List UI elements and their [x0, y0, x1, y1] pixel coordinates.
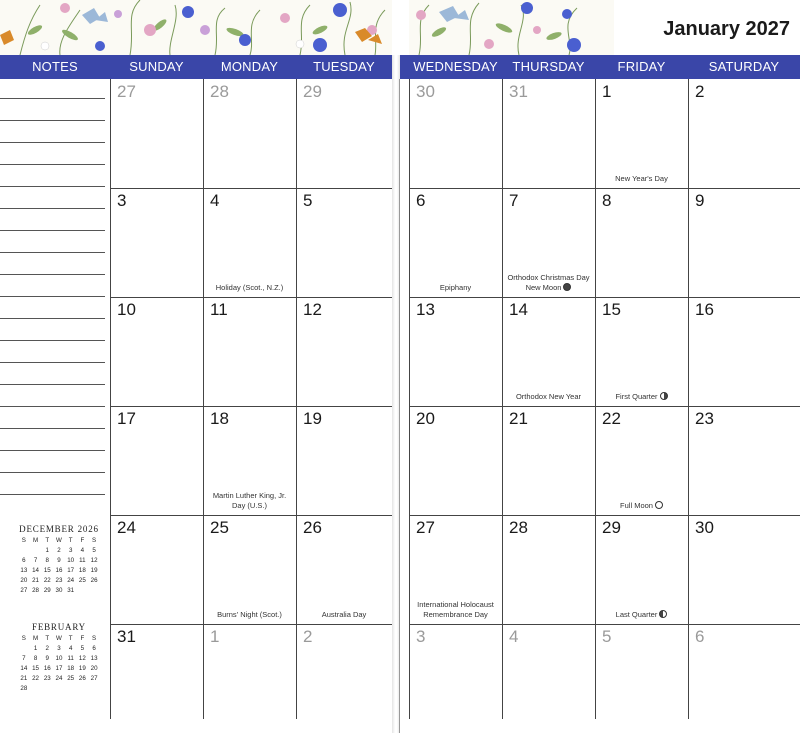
note-line[interactable]	[0, 274, 105, 275]
day-number: 22	[602, 409, 621, 428]
day-events	[597, 392, 686, 402]
day-events	[597, 610, 686, 620]
mini-calendar-february	[18, 622, 100, 693]
mini-day: 10	[55, 654, 63, 662]
event-label	[504, 273, 593, 283]
mini-day: 8	[45, 556, 49, 564]
day-cell[interactable]	[595, 79, 688, 188]
mini-day: 7	[22, 654, 26, 662]
day-number: 5	[303, 191, 313, 210]
month-title: January 2027	[663, 18, 790, 40]
event-text: Remembrance Day	[423, 610, 488, 619]
day-number: 23	[695, 409, 714, 428]
day-cell[interactable]	[595, 188, 688, 297]
mini-weekday: M	[32, 634, 39, 642]
day-number: 4	[210, 191, 220, 210]
day-cell[interactable]	[409, 188, 502, 297]
day-number: 30	[416, 82, 435, 101]
weekday-header-left	[0, 55, 392, 79]
mini-day: 21	[20, 674, 28, 682]
day-number: 21	[509, 409, 528, 428]
mini-day: 20	[20, 576, 28, 584]
mini-weekday: S	[92, 536, 97, 544]
mini-day: 3	[57, 644, 61, 652]
mini-day: 5	[80, 644, 85, 652]
mini-day: 23	[43, 674, 51, 682]
mini-weekday: S	[21, 536, 26, 544]
day-number: 27	[117, 82, 136, 101]
day-number: 28	[210, 82, 229, 101]
day-cell[interactable]	[688, 79, 800, 188]
event-text: Last Quarter	[615, 610, 658, 619]
mini-weekday: M	[32, 536, 39, 544]
first-quarter-moon-icon	[660, 392, 668, 400]
mini-day: 12	[90, 556, 98, 564]
mini-day: 13	[20, 566, 28, 574]
event-label	[411, 600, 500, 610]
day-cell[interactable]	[502, 188, 595, 297]
mini-day: 25	[67, 674, 75, 682]
mini-day: 18	[78, 566, 86, 574]
day-number: 20	[416, 409, 435, 428]
mini-day	[18, 643, 30, 653]
mini-day: 27	[20, 586, 28, 594]
header-saturday: SATURDAY	[708, 59, 780, 74]
day-number: 6	[695, 627, 705, 646]
day-number: 28	[509, 518, 528, 537]
day-number: 31	[117, 627, 136, 646]
day-number: 2	[303, 627, 313, 646]
mini-day: 30	[55, 586, 63, 594]
event-text: New Year's Day	[615, 174, 668, 183]
mini-calendar-title: DECEMBER 2026	[19, 524, 99, 534]
event-text: Full Moon	[620, 501, 653, 510]
mini-day: 7	[33, 556, 38, 564]
header-monday: MONDAY	[220, 59, 279, 74]
header-notes: NOTES	[32, 59, 78, 74]
day-cell[interactable]	[595, 624, 688, 733]
note-line[interactable]	[0, 230, 105, 231]
mini-day: 20	[90, 664, 98, 672]
event-text: Holiday (Scot., N.Z.)	[215, 283, 284, 292]
mini-weekday: T	[68, 634, 73, 642]
note-line[interactable]	[0, 494, 105, 495]
mini-day: 5	[92, 546, 96, 554]
day-cell[interactable]	[409, 79, 502, 188]
day-number: 25	[210, 518, 229, 537]
day-cell[interactable]	[688, 406, 800, 515]
day-number: 8	[602, 191, 612, 210]
day-cell[interactable]	[203, 188, 296, 297]
day-events	[597, 501, 686, 511]
event-label	[597, 174, 686, 184]
mini-day: 8	[33, 654, 38, 662]
mini-weekday: W	[56, 634, 62, 642]
event-text: First Quarter	[615, 392, 658, 401]
weekday-header-right	[400, 55, 800, 79]
mini-day: 26	[78, 674, 86, 682]
event-label	[411, 610, 500, 620]
mini-day: 22	[43, 576, 51, 584]
day-cell[interactable]	[110, 79, 203, 188]
mini-day: 15	[32, 664, 39, 672]
mini-day	[30, 545, 42, 555]
day-number: 31	[509, 82, 528, 101]
mini-day: 29	[43, 586, 51, 594]
note-line[interactable]	[0, 98, 105, 99]
note-line[interactable]	[0, 428, 105, 429]
mini-day: 9	[45, 654, 49, 662]
header-friday: FRIDAY	[617, 59, 666, 74]
day-number: 11	[210, 300, 228, 319]
day-number: 12	[303, 300, 322, 319]
note-line[interactable]	[0, 450, 105, 451]
event-label	[597, 610, 686, 620]
mini-day: 4	[80, 546, 85, 554]
event-label	[504, 283, 593, 293]
mini-day: 28	[20, 684, 28, 692]
mini-weekday: T	[45, 536, 50, 544]
day-cell[interactable]	[502, 79, 595, 188]
day-number: 4	[509, 627, 519, 646]
mini-day	[77, 683, 89, 693]
day-cell[interactable]	[595, 515, 688, 624]
mini-day: 26	[90, 576, 98, 584]
note-line[interactable]	[0, 186, 105, 187]
note-line[interactable]	[0, 472, 105, 473]
day-events	[205, 491, 294, 511]
event-text: Epiphany	[439, 283, 472, 292]
event-label	[205, 501, 294, 511]
mini-weekday: T	[68, 536, 73, 544]
day-cell[interactable]	[502, 515, 595, 624]
event-label	[597, 501, 686, 511]
day-cell[interactable]	[409, 515, 502, 624]
mini-day	[18, 545, 30, 555]
new-moon-icon	[563, 283, 571, 291]
mini-day: 19	[90, 566, 98, 574]
day-cell[interactable]	[502, 297, 595, 406]
note-line[interactable]	[0, 164, 105, 165]
day-cell[interactable]	[110, 406, 203, 515]
mini-weekday: S	[92, 634, 97, 642]
day-cell[interactable]	[296, 515, 392, 624]
mini-day: 23	[55, 576, 63, 584]
day-number: 30	[695, 518, 714, 537]
event-text: Burns' Night (Scot.)	[217, 610, 282, 619]
mini-day: 16	[55, 566, 63, 574]
mini-day: 13	[90, 654, 98, 662]
event-text: Orthodox New Year	[515, 392, 582, 401]
mini-day: 24	[67, 576, 75, 584]
day-cell[interactable]	[688, 515, 800, 624]
mini-weekday: F	[80, 634, 85, 642]
day-number: 18	[210, 409, 229, 428]
day-number: 1	[602, 82, 612, 101]
mini-calendar-title: FEBRUARY	[32, 622, 86, 632]
day-cell[interactable]	[296, 406, 392, 515]
note-line[interactable]	[0, 340, 105, 341]
mini-day: 10	[67, 556, 75, 564]
header-tuesday: TUESDAY	[313, 59, 375, 74]
day-events	[205, 283, 294, 293]
mini-day: 2	[45, 644, 49, 652]
mini-day: 21	[32, 576, 39, 584]
mini-calendar-table	[18, 633, 100, 693]
day-number: 3	[117, 191, 127, 210]
mini-day: 2	[57, 546, 61, 554]
day-events	[504, 273, 593, 293]
day-cell[interactable]	[203, 297, 296, 406]
mini-weekday: T	[45, 634, 50, 642]
day-events	[298, 610, 390, 620]
note-line[interactable]	[0, 406, 105, 407]
day-events	[411, 600, 500, 620]
day-cell[interactable]	[110, 515, 203, 624]
note-line[interactable]	[0, 120, 105, 121]
day-number: 5	[602, 627, 612, 646]
header-wednesday: WEDNESDAY	[413, 59, 498, 74]
mini-day: 16	[43, 664, 51, 672]
mini-day: 31	[67, 586, 75, 594]
event-label	[205, 491, 294, 501]
mini-day	[77, 585, 89, 595]
page-spine	[399, 79, 400, 733]
mini-day: 11	[67, 654, 74, 662]
day-cell[interactable]	[203, 406, 296, 515]
mini-day	[65, 683, 77, 693]
note-line[interactable]	[0, 362, 105, 363]
mini-day	[88, 683, 100, 693]
event-text: International Holocaust	[417, 600, 494, 609]
mini-day	[30, 683, 42, 693]
day-number: 24	[117, 518, 136, 537]
day-cell[interactable]	[296, 188, 392, 297]
mini-weekday: W	[56, 536, 62, 544]
mini-calendar-december	[18, 524, 100, 595]
day-cell[interactable]	[296, 624, 392, 733]
mini-day: 18	[67, 664, 75, 672]
note-line[interactable]	[0, 142, 105, 143]
day-cell[interactable]	[595, 406, 688, 515]
day-cell[interactable]	[688, 624, 800, 733]
note-line[interactable]	[0, 208, 105, 209]
day-number: 15	[602, 300, 621, 319]
floral-banner-right	[409, 0, 614, 55]
day-number: 2	[695, 82, 705, 101]
mini-calendar-table	[18, 535, 100, 595]
mini-day: 24	[55, 674, 63, 682]
full-moon-icon	[655, 501, 663, 509]
mini-day: 4	[68, 644, 73, 652]
day-number: 26	[303, 518, 322, 537]
mini-day	[41, 683, 53, 693]
day-cell[interactable]	[409, 624, 502, 733]
day-cell[interactable]	[502, 406, 595, 515]
day-events	[504, 392, 593, 402]
event-text: New Moon	[525, 283, 562, 292]
mini-day: 27	[90, 674, 98, 682]
mini-day: 6	[22, 556, 26, 564]
day-cell[interactable]	[203, 624, 296, 733]
event-text: Orthodox Christmas Day	[507, 273, 590, 282]
day-number: 1	[210, 627, 220, 646]
day-number: 19	[303, 409, 322, 428]
day-cell[interactable]	[409, 406, 502, 515]
day-cell[interactable]	[110, 188, 203, 297]
day-cell[interactable]	[409, 297, 502, 406]
mini-day: 14	[20, 664, 28, 672]
day-cell[interactable]	[595, 297, 688, 406]
last-quarter-moon-icon	[659, 610, 667, 618]
day-number: 9	[695, 191, 705, 210]
day-number: 16	[695, 300, 714, 319]
event-label	[205, 283, 294, 293]
mini-day: 22	[32, 674, 39, 682]
day-number: 29	[602, 518, 621, 537]
note-line[interactable]	[0, 252, 105, 253]
day-cell[interactable]	[688, 297, 800, 406]
event-label	[205, 610, 294, 620]
mini-weekday: S	[21, 634, 26, 642]
event-label	[504, 392, 593, 402]
day-cell[interactable]	[203, 515, 296, 624]
mini-day: 1	[33, 644, 38, 652]
mini-day: 14	[32, 566, 39, 574]
day-number: 3	[416, 627, 426, 646]
mini-day: 28	[32, 586, 39, 594]
day-cell[interactable]	[203, 79, 296, 188]
header-thursday: THURSDAY	[512, 59, 585, 74]
mini-day: 25	[78, 576, 86, 584]
day-cell[interactable]	[296, 79, 392, 188]
floral-banner-left	[0, 0, 392, 55]
mini-weekday: F	[80, 536, 85, 544]
day-number: 14	[509, 300, 528, 319]
mini-day: 9	[57, 556, 61, 564]
note-line[interactable]	[0, 384, 105, 385]
note-line[interactable]	[0, 296, 105, 297]
mini-day: 11	[79, 556, 86, 564]
mini-day: 1	[45, 546, 49, 554]
day-number: 13	[416, 300, 435, 319]
mini-day	[88, 585, 100, 595]
day-number: 10	[117, 300, 136, 319]
day-cell[interactable]	[688, 188, 800, 297]
header-sunday: SUNDAY	[129, 59, 184, 74]
mini-day: 17	[55, 664, 63, 672]
note-line[interactable]	[0, 318, 105, 319]
day-number: 6	[416, 191, 426, 210]
day-events	[205, 610, 294, 620]
day-number: 29	[303, 82, 322, 101]
event-text: Martin Luther King, Jr.	[212, 491, 287, 500]
mini-day: 19	[78, 664, 86, 672]
mini-day: 15	[43, 566, 51, 574]
day-cell[interactable]	[296, 297, 392, 406]
event-label	[298, 610, 390, 620]
event-label	[411, 283, 500, 293]
day-events	[411, 283, 500, 293]
day-cell[interactable]	[110, 297, 203, 406]
day-cell[interactable]	[502, 624, 595, 733]
mini-day: 12	[78, 654, 86, 662]
event-text: Australia Day	[321, 610, 367, 619]
mini-day	[53, 683, 65, 693]
day-events	[597, 174, 686, 184]
mini-day: 6	[92, 644, 96, 652]
day-number: 7	[509, 191, 519, 210]
event-label	[597, 392, 686, 402]
day-cell[interactable]	[110, 624, 203, 733]
event-text: Day (U.S.)	[231, 501, 267, 510]
day-number: 27	[416, 518, 435, 537]
mini-day: 3	[68, 546, 73, 554]
day-number: 17	[117, 409, 136, 428]
mini-day: 17	[67, 566, 75, 574]
